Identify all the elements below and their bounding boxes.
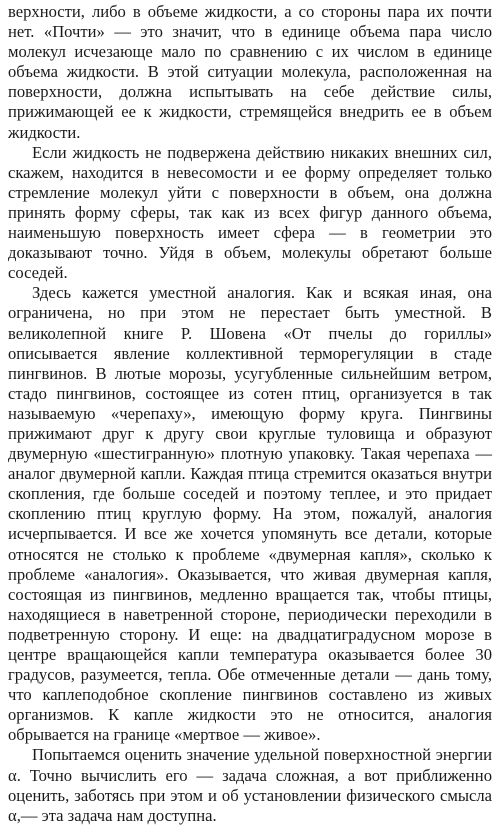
paragraph-continuation: верхности, либо в объеме жидкости, а со стороны пара их почти нет. «Почти» — это значит, что в единице объема пара число молекул исчезающе мало по сравнению с их числом в единице объема жидкости. В этой ситуации молекула, расположенная на поверхности, должна испытывать на себе действие силы, прижимающей ее к жидкости, стремящейся внедрить ее в объем жидкости.: [8, 2, 492, 142]
paragraph-penguin-analogy: Здесь кажется уместной аналогия. Как и всякая иная, она ограничена, но при этом не перестает быть уместной. В великолепной книге Р. Шовена «От пчелы до гориллы» описывается явление коллективной терморегуляции в стаде пингвинов. В лютые морозы, усугубленные сильнейшим ветром, стадо пингвинов, состоящее из сотен птиц, организуется в так называемую «черепаху», имеющую форму круга. Пингвины прижимают друг к другу свои круглые туловища и образуют двумерную «шестигранную» плотную упаковку. Такая черепаха — аналог двумерной капли. Каждая птица стремится оказаться внутри скопления, где больше соседей и поэтому теплее, и это придает скоплению птиц круглую форму. На этом, пожалуй, аналогия исчерпывается. И все же хочется упомянуть все детали, которые относятся не столько к проблеме «двумерная капля», сколько к проблеме «аналогия». Оказывается, что живая двумерная капля, состоящая из пингвинов, медленно вращается так, чтобы птицы, находящиеся в наветренной стороне, периодически переходили в подветренную сторону. И еще: на двадцатиградусном морозе в центре вращающейся капли температура оказывается более 30 градусов, разумеется, тепла. Обе отмеченные детали — дань тому, что каплеподобное скопление пингвинов составлено из живых организмов. К капле жидкости это не относится, аналогия обрывается на границе «мертвое — живое».: [8, 283, 492, 745]
paragraph-surface-energy: Попытаемся оценить значение удельной поверхностной энергии α. Точно вычислить его — задача сложная, а вот приближенно оценить, заботясь при этом и об установлении физического смысла α,— эта задача нам доступна.: [8, 745, 492, 825]
paragraph-sphere: Если жидкость не подвержена действию никаких внешних сил, скажем, находится в невесомости и ее форму определяет только стремление молекул уйти с поверхности в объем, она должна принять форму сферы, так как из всех фигур данного объема, наименьшую поверхность имеет сфера — в геометрии это доказывают точно. Уйдя в объем, молекулы обретают больше соседей.: [8, 142, 492, 283]
